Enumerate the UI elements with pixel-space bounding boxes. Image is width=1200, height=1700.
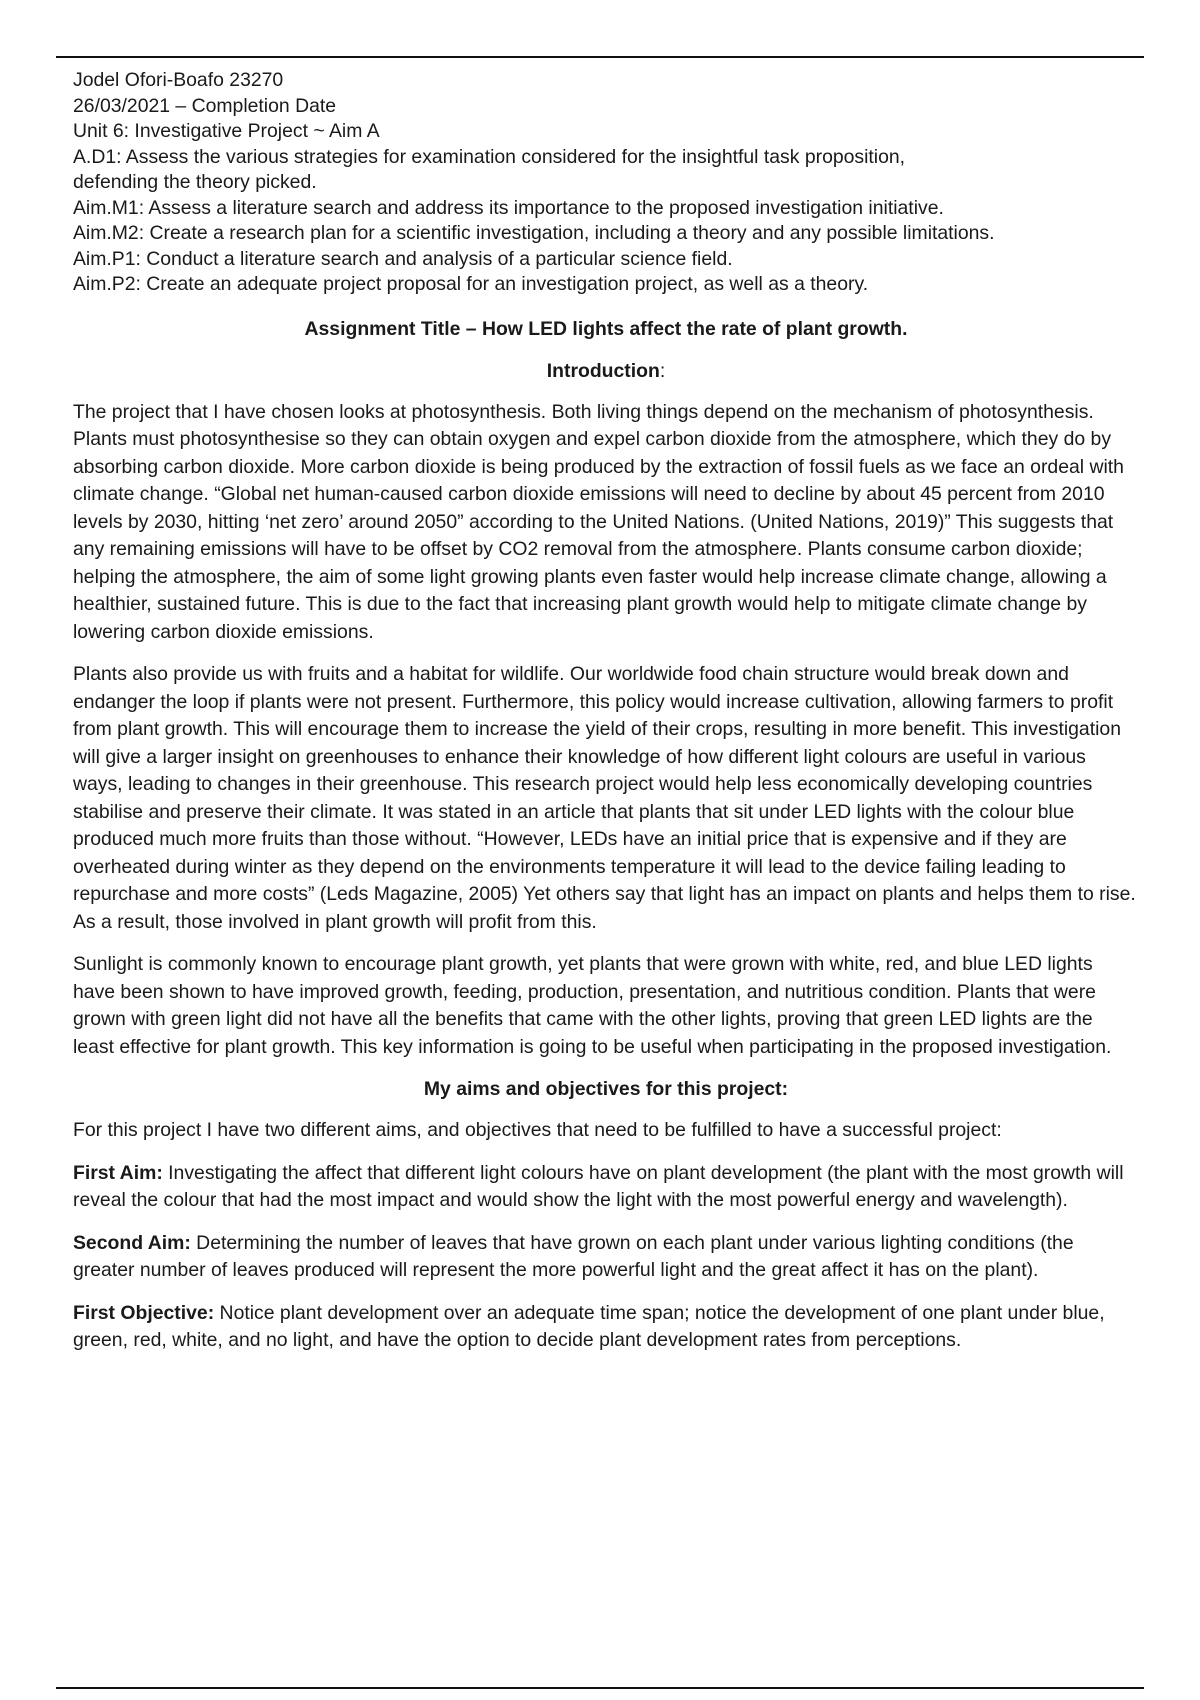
- first-aim: [73, 1160, 1139, 1215]
- top-rule: [56, 56, 1144, 58]
- criterion-m2: Aim.M2: Create a research plan for a scientific investigation, including a theory and any possible limitations.: [73, 222, 995, 244]
- criterion-m1: Aim.M1: Assess a literature search and address its importance to the proposed investigation initiative.: [73, 196, 944, 219]
- document-header: [73, 68, 1139, 298]
- second-aim: [73, 1230, 1139, 1285]
- criterion-p2: Aim.P2: Create an adequate project proposal for an investigation project, as well as a theory.: [73, 273, 869, 295]
- bottom-rule: [56, 1687, 1144, 1689]
- date-line: 26/03/2021 – Completion Date: [73, 94, 337, 117]
- introduction-heading: [73, 359, 1139, 384]
- introduction-paragraph-1: The project that I have chosen looks at photosynthesis. Both living things depend on the mechanism of photosynthesis. Plants must photosynthesise so they can obtain oxygen and expel carbon dioxide from the atmosphere, which they do by absorbing carbon dioxide. More carbon dioxide is being produced by the extraction of fossil fuels as we face an ordeal with climate change. “Global net human-caused carbon dioxide emissions will need to decline by about 45 percent from 2010 levels by 2030, hitting ‘net zero’ around 2050” according to the United Nations. (United Nations, 2019)” This suggests that any remaining emissions will have to be offset by CO2 removal from the atmosphere. Plants consume carbon dioxide; helping the atmosphere, the aim of some light growing plants even faster would help increase climate change, allowing a healthier, sustained future. This is due to the fact that increasing plant growth would help to mitigate climate change by lowering carbon dioxide emissions.: [73, 400, 1124, 643]
- first-objective-text: Notice plant development over an adequate time span; notice the development of one plant under blue, green, red, white, and no light, and have the option to decide plant development rates from perceptions.: [73, 1301, 1105, 1351]
- introduction-paragraph-2: Plants also provide us with fruits and a habitat for wildlife. Our worldwide food chain structure would break down and endanger the loop if plants were not present. Furthermore, this policy would increase cultivation, allowing farmers to profit from plant growth. This will encourage them to increase the yield of their crops, resulting in more benefit. This investigation will give a larger insight on greenhouses to enhance their knowledge of how different light colours are useful in various ways, leading to changes in their greenhouse. This research project would help less economically developing countries stabilise and preserve their climate. It was stated in an article that plants that sit under LED lights with the colour blue produced much more fruits than those without. “However, LEDs have an initial price that is expensive and if they are overheated during winter as they depend on the environments temperature it will lead to the device failing leading to repurchase and more costs” (Leds Magazine, 2005) Yet others say that light has an impact on plants and helps them to rise. As a result, those involved in plant growth will profit from this.: [73, 663, 1136, 933]
- first-aim-text: Investigating the affect that different light colours have on plant development (the plant with the most growth will reveal the colour that had the most impact and would show the light with the most powerful energy and wavelength).: [73, 1161, 1124, 1211]
- document-page: [73, 68, 1139, 1355]
- first-objective-label: First Objective:: [73, 1301, 215, 1324]
- introduction-heading-text: Introduction: [546, 359, 660, 382]
- unit-line: Unit 6: Investigative Project ~ Aim A: [73, 120, 380, 142]
- first-aim-label: First Aim:: [73, 1161, 163, 1184]
- aims-intro: For this project I have two different aims, and objectives that need to be fulfilled to have a successful project:: [73, 1119, 1002, 1141]
- criterion-p1: Aim.P1: Conduct a literature search and analysis of a particular science field.: [73, 247, 733, 270]
- criterion-ad1: A.D1: Assess the various strategies for examination considered for the insightful task proposition, defending the theory picked.: [73, 145, 906, 193]
- first-objective: [73, 1300, 1139, 1355]
- introduction-paragraph-3: Sunlight is commonly known to encourage plant growth, yet plants that were grown with white, red, and blue LED lights have been shown to have improved growth, feeding, production, presentation, and nutritious condition. Plants that were grown with green light did not have all the benefits that came with the other lights, proving that green LED lights are the least effective for plant growth. This key information is going to be useful when participating in the proposed investigation.: [73, 953, 1112, 1058]
- assignment-title: Assignment Title – How LED lights affect the rate of plant growth.: [304, 317, 908, 340]
- aims-heading: My aims and objectives for this project:: [423, 1078, 789, 1100]
- author-line: Jodel Ofori-Boafo 23270: [73, 69, 284, 91]
- second-aim-label: Second Aim:: [73, 1231, 191, 1254]
- introduction-heading-colon: :: [659, 359, 666, 382]
- second-aim-text: Determining the number of leaves that have grown on each plant under various lighting conditions (the greater number of leaves produced will represent the more powerful light and the great affect it has on the plant).: [73, 1231, 1074, 1281]
